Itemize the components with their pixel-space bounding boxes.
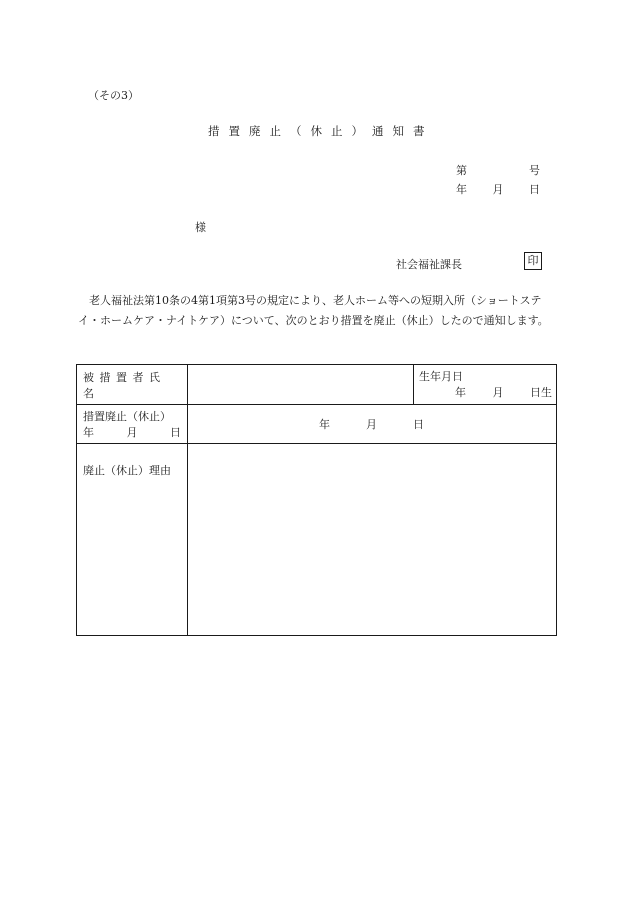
dob-day: 日生 (530, 386, 552, 399)
issue-date-day: 日 (529, 183, 540, 196)
document-title: 措置廃止（休止）通知書 (208, 124, 434, 138)
table-row-name (77, 365, 557, 405)
date-label-month: 月 (126, 426, 138, 439)
document-number: （その3） (88, 89, 139, 102)
date-value-cell (188, 405, 557, 444)
dob-label: 生年月日 (419, 370, 463, 383)
issue-date (456, 181, 540, 197)
name-value-cell (188, 365, 414, 405)
name-label-text: 被措置者氏名 (83, 370, 166, 400)
date-label: 措置廃止（休止） (83, 410, 171, 423)
issue-date-month: 月 (492, 183, 504, 196)
reason-value-cell (188, 444, 557, 636)
date-label-year: 年 (83, 426, 94, 439)
dob-year: 年 (455, 386, 466, 399)
date-label-units (83, 424, 181, 440)
date-label-day: 日 (170, 426, 181, 439)
issue-number-suffix: 号 (529, 164, 540, 177)
notice-form-table (76, 364, 557, 636)
dob-month: 月 (492, 386, 504, 399)
date-value-day: 日 (413, 418, 424, 431)
date-value-year: 年 (319, 418, 330, 431)
issue-number (456, 162, 540, 178)
dob-units (419, 384, 552, 400)
date-label-cell (77, 405, 188, 444)
date-value-units (319, 416, 424, 432)
sender-title: 社会福祉課長 (396, 258, 462, 271)
reason-label-cell (77, 444, 188, 636)
seal-mark: 印 (524, 252, 542, 270)
issue-date-year: 年 (456, 183, 467, 196)
recipient-honorific: 様 (195, 221, 206, 234)
issue-number-prefix: 第 (456, 164, 467, 177)
date-value-month: 月 (366, 418, 377, 431)
dob-cell (414, 365, 557, 405)
table-row-date (77, 405, 557, 444)
body-paragraph: 老人福祉法第10条の4第1項第3号の規定により、老人ホーム等への短期入所（ショートステイ・ホームケア・ナイトケア）について、次のとおり措置を廃止（休止）したので通知します。 (78, 294, 549, 327)
name-label-cell (77, 365, 188, 405)
table-row-reason (77, 444, 557, 636)
reason-label: 廃止（休止）理由 (83, 464, 171, 477)
name-label (83, 369, 181, 401)
